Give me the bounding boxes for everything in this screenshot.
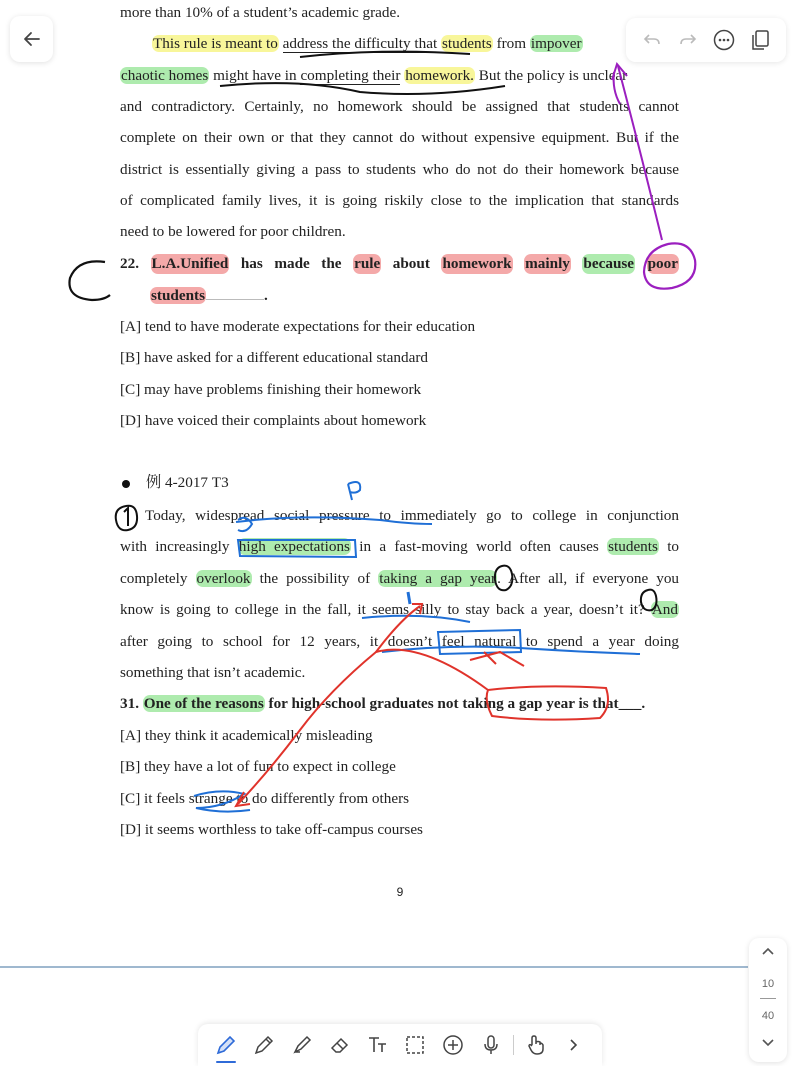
active-tool-indicator [216,1061,236,1064]
highlight-students: students [441,35,492,52]
add-icon [441,1033,465,1057]
more-options-button[interactable] [710,26,738,54]
question-22-line-2: students . [151,287,268,304]
question-22-line-1: 22. L.A.Unified has made the rule about homework mainly because poor [120,255,678,272]
redo-icon [679,31,697,49]
page-navigator [749,938,787,1062]
hand-touch-icon [524,1033,548,1057]
total-pages: 40 [761,1010,775,1022]
passage2-line-5: after going to school for 12 years, it doesn’t feel natural to spend a year doing [120,633,679,650]
page-divider [0,966,748,968]
redo-button[interactable] [674,26,702,54]
add-button[interactable] [437,1029,469,1061]
toolbar-separator [513,1035,514,1055]
text-line-8: need to be lowered for poor children. [120,223,346,240]
expand-toolbar-button[interactable] [558,1029,590,1061]
more-options-icon [713,29,735,51]
ink-blue-p [348,482,360,500]
text-line-7: of complicated family lives, it is going riskily close to the implication that standards [120,192,679,209]
chevron-up-icon [761,946,775,956]
q31-option-d: [D] it seems worthless to take off-campus courses [120,821,423,838]
pencil-icon [252,1033,276,1057]
q22-option-d: [D] have voiced their complaints about homework [120,412,427,429]
pencil-tool-button[interactable] [248,1029,280,1061]
microphone-button[interactable] [475,1029,507,1061]
copy-pages-icon [750,29,770,51]
undo-icon [643,31,661,49]
text-tool-icon [366,1033,390,1057]
text-line-5: complete on their own or that they cannot do without expensive equipment. But if the [120,129,679,146]
bottom-toolbar [198,1024,602,1066]
lasso-tool-button[interactable] [400,1029,432,1061]
page-number: 9 [396,885,404,899]
back-button[interactable] [10,16,53,62]
lasso-select-icon [403,1033,427,1057]
arrow-left-icon [22,29,42,49]
passage2-line-6: something that isn’t academic. [120,664,306,681]
highlight-chaotic-homes: chaotic homes [121,67,209,84]
bullet-icon [122,480,130,488]
pages-button[interactable] [746,26,774,54]
highlight-impover: impover [530,35,582,52]
ink-digit-1 [124,508,128,526]
underline-address-difficulty: address the difficulty that [282,35,438,52]
current-page: 10 [761,978,775,990]
passage2-line-3: completely overlook the possibility of taking a gap year. After all, if everyone you [120,570,679,587]
q22-option-a: [A] tend to have moderate expectations for their education [120,318,476,335]
q31-option-c: [C] it feels strange to do differently from others [120,790,410,807]
q22-option-b: [B] have asked for a different educational standard [120,349,428,366]
ink-purple-arrow [618,66,662,240]
pen-icon [214,1033,238,1057]
text-tool-button[interactable] [362,1029,394,1061]
text-line-1: more than 10% of a student’s academic grade. [120,4,401,21]
hand-touch-button[interactable] [520,1029,552,1061]
q31-option-b: [B] they have a lot of fun to expect in college [120,758,396,775]
ink-red-cross [470,652,524,666]
undo-button[interactable] [638,26,666,54]
question-31: 31. One of the reasons for high-school graduates not taking a gap year is that___. [120,695,646,712]
text-line-4: and contradictory. Certainly, no homework should be assigned that students cannot [120,98,679,115]
passage2-line-1: Today, widespread social pressure to immediately go to college in conjunction [145,507,679,524]
q22-option-c: [C] may have problems finishing their homework [120,381,422,398]
highlighter-icon [290,1033,314,1057]
pen-tool-button[interactable] [210,1029,242,1061]
eraser-tool-button[interactable] [324,1029,356,1061]
ink-circle-1 [116,506,137,531]
example-heading: 例 4-2017 T3 [122,473,229,493]
ink-letter-c [69,261,110,300]
highlighter-tool-button[interactable] [286,1029,318,1061]
chevron-down-icon [761,1038,775,1048]
text-line-3: chaotic homes might have in completing their homework. But the policy is unclear [121,67,628,84]
q31-option-a: [A] they think it academically misleading [120,727,373,744]
highlight-rule-meant: This rule is meant to [153,35,278,52]
microphone-icon [479,1033,503,1057]
text-line-2: This rule is meant to address the difficulty that students from impover [153,35,582,52]
highlight-homework: homework. [405,67,474,84]
passage2-line-2: with increasingly high expectations in a fast-moving world often causes students to [120,538,679,555]
passage2-line-4: know is going to college in the fall, it seems silly to stay back a year, doesn’t it? And [120,601,678,618]
text-line-6: district is essentially giving a pass to students who do not do their homework because [120,161,679,178]
page-down-button[interactable] [749,1038,787,1051]
eraser-icon [328,1033,352,1057]
underline-completing: completing their [300,67,401,84]
top-toolbar [626,18,786,62]
page-up-button[interactable] [749,946,787,959]
page-separator [760,998,776,999]
chevron-right-icon [566,1037,582,1053]
